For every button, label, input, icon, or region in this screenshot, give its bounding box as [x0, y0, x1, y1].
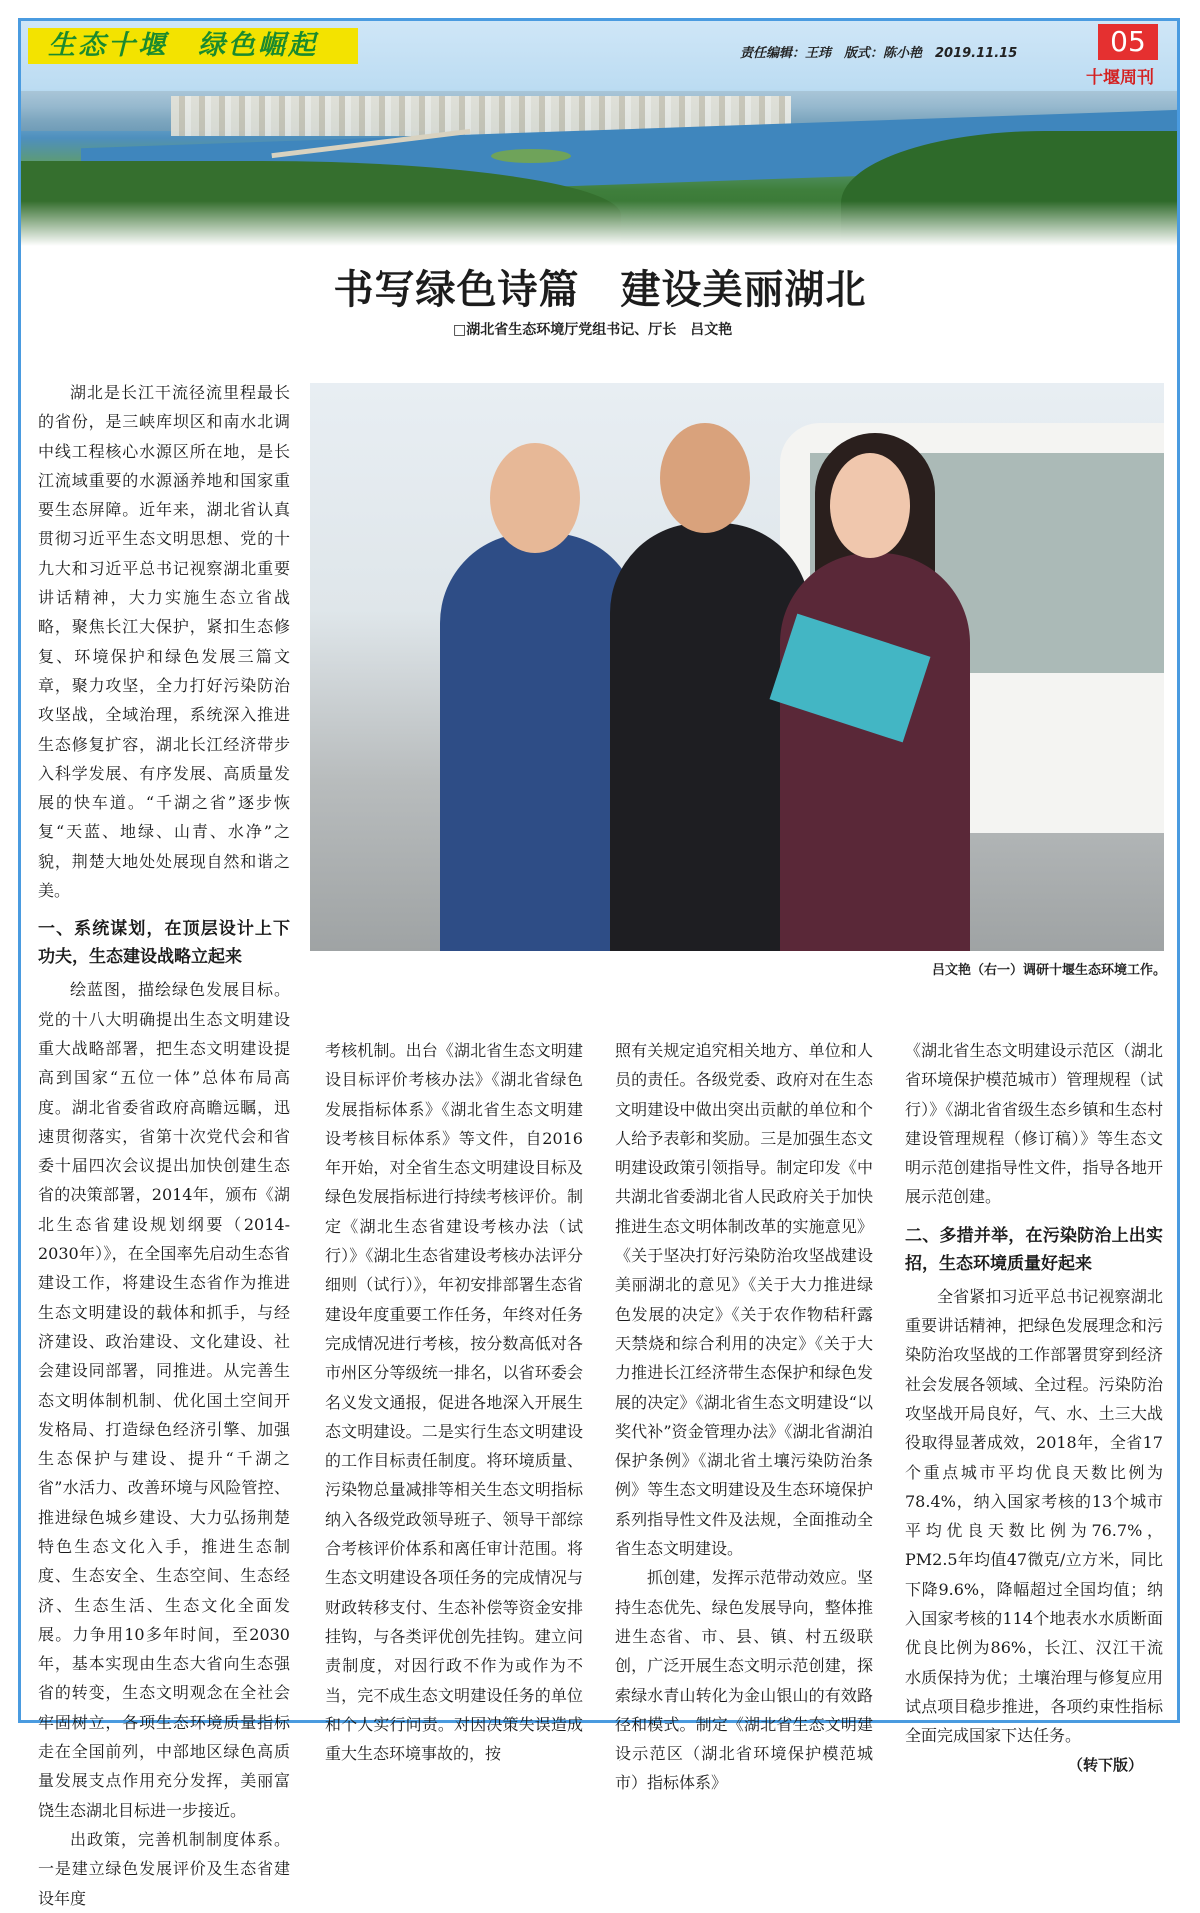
body-paragraph: 考核机制。出台《湖北省生态文明建设目标评价考核办法》《湖北省绿色发展指标体系》《湖北省生态文明建设考核目标体系》等文件，自2016年开始，对全省生态文明建设目标及绿色发展指标进行持续考核评价。制定《湖北生态省建设考核办法（试行）》《湖北生态省建设考核办法评分细则（试行）》，年初安排部署生态省建设年度重要工作任务，年终对任务完成情况进行考核，按分数高低对各市州区分等级统一排名，以省环委会名义发文通报，促进各地深入开展生态文明建设。二是实行生态文明建设的工作目标责任制度。将环境质量、污染物总量减排等相关生态文明指标纳入各级党政领导班子、领导干部综合考核评价体系和离任审计范围。将生态文明建设各项任务的完成情况与财政转移支付、生态补偿等资金安排挂钩，与各类评优创先挂钩。建立问责制度，对因行政不作为或作为不当，完不成生态文明建设任务的单位和个人实行问责。对因决策失误造成重大生态环境事故的，按 [325, 1041, 583, 1764]
body-paragraph: 抓创建，发挥示范带动效应。坚持生态优先、绿色发展导向，整体推进生态省、市、县、镇、村五级联创，广泛开展生态文明示范创建，探索绿水青山转化为金山银山的有效路径和模式。制定《湖北省生态文明建设示范区（湖北省环境保护模范城市）指标体系》 [615, 1568, 873, 1793]
photo-caption: 吕文艳（右一）调研十堰生态环境工作。 [931, 963, 1166, 978]
article-photo [310, 383, 1164, 951]
section-heading-2: 二、多措并举，在污染防治上出实招，生态环境质量好起来 [905, 1225, 1163, 1274]
column-2 [325, 1036, 583, 1768]
editor-meta: 责任编辑：王玮 版式：陈小艳 2019.11.15 [740, 46, 1018, 61]
body-paragraph: 出政策，完善机制制度体系。一是建立绿色发展评价及生态省建设年度 [38, 1829, 290, 1908]
column-4 [905, 1036, 1163, 1780]
column-1 [38, 378, 290, 1913]
section-heading-1: 一、系统谋划，在顶层设计上下功夫，生态建设战略立起来 [38, 919, 290, 968]
intro-paragraph: 湖北是长江干流径流里程最长的省份，是三峡库坝区和南水北调中线工程核心水源区所在地，是长江流域重要的水源涵养地和国家重要生态屏障。近年来，湖北省认真贯彻习近平生态文明思想、党的十九大和习近平总书记视察湖北重要讲话精神，大力实施生态立省战略，聚焦长江大保护，紧扣生态修复、环境保护和绿色发展三篇文章，聚力攻坚，全力打好污染防治攻坚战，全域治理，系统深入推进生态修复扩容，湖北长江经济带步入科学发展、有序发展、高质量发展的快车道。“千湖之省”逐步恢复“天蓝、地绿、山青、水净”之貌，荆楚大地处处展现自然和谐之美。 [38, 383, 290, 901]
article-author: □湖北省生态环境厅党组书记、厅长 吕文艳 [453, 322, 733, 338]
paper-name: 十堰周刊 [1086, 68, 1154, 88]
continued-note: （转下版） [1067, 1755, 1143, 1774]
article-title: 书写绿色诗篇 建设美丽湖北 [333, 266, 867, 313]
body-paragraph: 《湖北省生态文明建设示范区（湖北省环境保护模范城市）管理规程（试行）》《湖北省省级生态乡镇和生态村建设管理规程（修订稿）》等生态文明示范创建指导性文件，指导各地开展示范创建。 [905, 1041, 1163, 1207]
body-paragraph: 绘蓝图，描绘绿色发展目标。党的十八大明确提出生态文明建设重大战略部署，把生态文明建设提高到国家“五位一体”总体布局高度。湖北省委省政府高瞻远瞩，迅速贯彻落实，省第十次党代会和省委十届四次会议提出加快创建生态省的决策部署，2014年，颁布《湖北生态省建设规划纲要（2014-2030年）》，在全国率先启动生态省建设工作，将建设生态省作为推进生态文明建设的载体和抓手，与经济建设、政治建设、文化建设、社会建设同部署，同推进。从完善生态文明体制机制、优化国土空间开发格局、打造绿色经济引擎、加强生态保护与建设、提升“千湖之省”水活力、改善环境与风险管控、推进绿色城乡建设、大力弘扬荆楚特色生态文化入手，推进生态制度、生态安全、生态空间、生态经济、生态生活、生态文化全面发展。力争用10多年时间，至2030年，基本实现由生态大省向生态强省的转变，生态文明观念在全社会牢固树立，各项生态环境质量指标走在全国前列，中部地区绿色高质量发展支点作用充分发挥，美丽富饶生态湖北目标进一步接近。 [38, 980, 290, 1820]
column-3 [615, 1036, 873, 1798]
body-paragraph: 照有关规定追究相关地方、单位和人员的责任。各级党委、政府对在生态文明建设中做出突出贡献的单位和个人给予表彰和奖励。三是加强生态文明建设政策引领指导。制定印发《中共湖北省委湖北省人民政府关于加快推进生态文明体制改革的实施意见》《关于坚决打好污染防治攻坚战建设美丽湖北的意见》《关于大力推进绿色发展的决定》《关于农作物秸秆露天禁烧和综合利用的决定》《关于大力推进长江经济带生态保护和绿色发展的决定》《湖北省生态文明建设“以奖代补”资金管理办法》《湖北省湖泊保护条例》《湖北省土壤污染防治条例》等生态文明建设及生态环境保护系列指导性文件及法规，全面推动全省生态文明建设。 [615, 1041, 873, 1559]
body-paragraph: 全省紧扣习近平总书记视察湖北重要讲话精神，把绿色发展理念和污染防治攻坚战的工作部署贯穿到经济社会发展各领域、全过程。污染防治攻坚战开局良好，气、水、土三大战役取得显著成效，2018年，全省17个重点城市平均优良天数比例为78.4%，纳入国家考核的13个城市平均优良天数比例为76.7%，PM2.5年均值47微克/立方米，同比下降9.6%，降幅超过全国均值；纳入国家考核的114个地表水水质断面优良比例为86%，长江、汉江干流水质保持为优；土壤治理与修复应用试点项目稳步推进，各项约束性指标全面完成国家下达任务。 [905, 1286, 1163, 1746]
page-number-badge: 05 [1098, 24, 1158, 60]
section-logo: 生态十堰 绿色崛起 [48, 30, 318, 61]
